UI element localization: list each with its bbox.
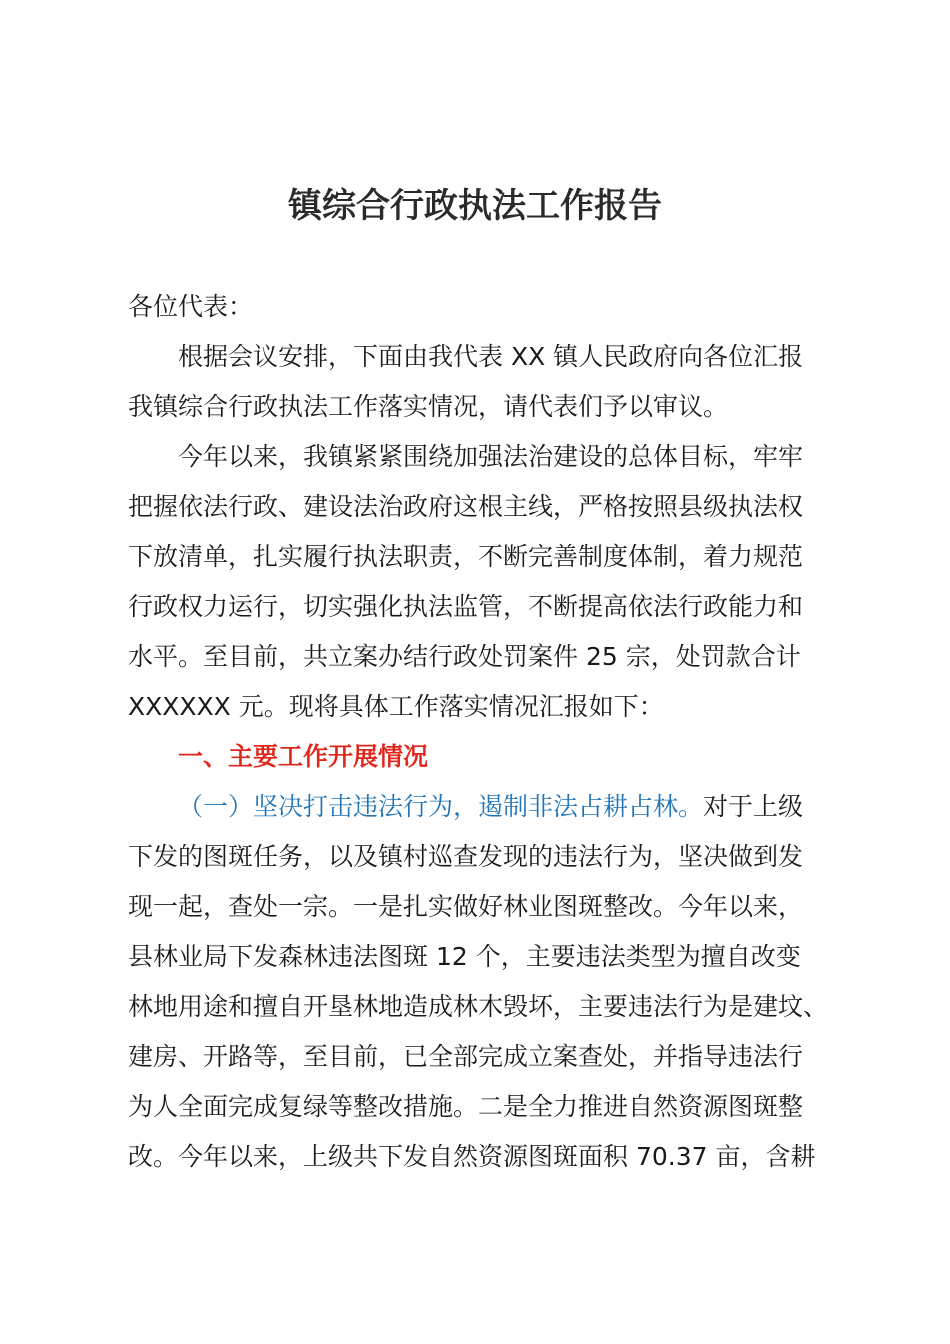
paragraph-line: 下放清单，扎实履行执法职责，不断完善制度体制，着力规范: [128, 542, 804, 571]
paragraph-line: XXXXXX 元。现将具体工作落实情况汇报如下：: [128, 692, 664, 721]
paragraph-text: 对于上级: [703, 792, 804, 821]
document-title: 镇综合行政执法工作报告: [288, 186, 662, 226]
paragraph-line: 县林业局下发森林违法图斑 12 个，主要违法类型为擅自改变: [128, 942, 801, 971]
subsection-heading: （一）坚决打击违法行为，遏制非法占耕占林。: [178, 792, 704, 821]
paragraph-line: 建房、开路等，至目前，已全部完成立案查处，并指导违法行: [128, 1042, 804, 1071]
paragraph-line: 现一起，查处一宗。一是扎实做好林业图斑整改。今年以来，: [128, 892, 804, 921]
paragraph-line: 今年以来，我镇紧紧围绕加强法治建设的总体目标，牢牢: [178, 442, 804, 471]
paragraph-line: 把握依法行政、建设法治政府这根主线，严格按照县级执法权: [128, 492, 804, 521]
paragraph-line: 我镇综合行政执法工作落实情况，请代表们予以审议。: [128, 392, 729, 421]
paragraph-line: 水平。至目前，共立案办结行政处罚案件 25 宗，处罚款合计: [128, 642, 801, 671]
salutation: 各位代表：: [128, 292, 254, 321]
paragraph-line: 下发的图斑任务，以及镇村巡查发现的违法行为，坚决做到发: [128, 842, 804, 871]
paragraph-line: 行政权力运行，切实强化执法监管，不断提高依法行政能力和: [128, 592, 804, 621]
paragraph-line: 改。今年以来，上级共下发自然资源图斑面积 70.37 亩，含耕: [128, 1142, 816, 1171]
paragraph-line: 根据会议安排，下面由我代表 XX 镇人民政府向各位汇报: [178, 342, 804, 371]
document-body: [128, 282, 838, 1182]
subsection-line: [128, 782, 838, 832]
paragraph-line: 为人全面完成复绿等整改措施。二是全力推进自然资源图斑整: [128, 1092, 804, 1121]
section-heading: 一、主要工作开展情况: [178, 742, 429, 771]
paragraph-line: 林地用途和擅自开垦林地造成林木毁坏，主要违法行为是建坟、: [128, 992, 829, 1021]
